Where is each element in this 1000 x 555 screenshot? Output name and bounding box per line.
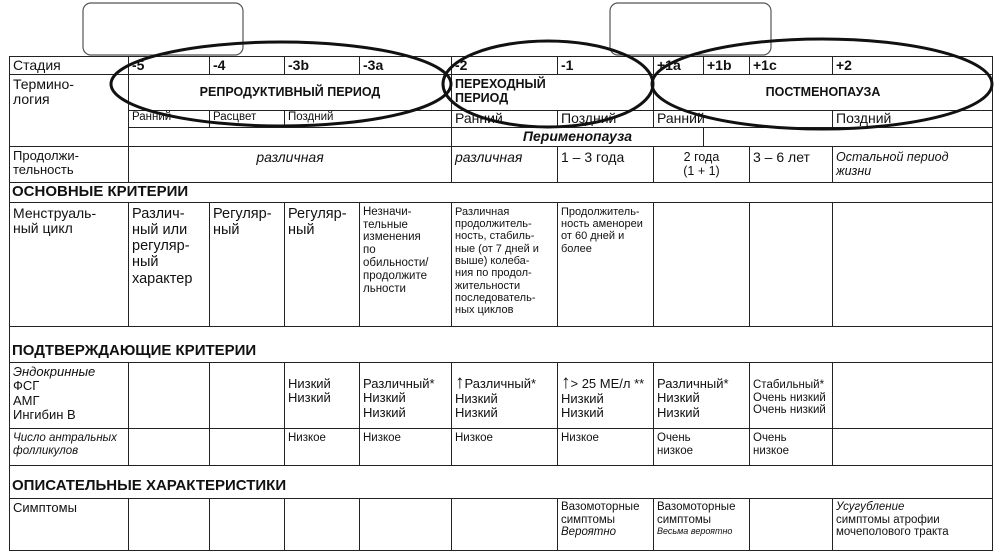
transition-period-title: ПЕРЕХОДНЫЙ ПЕРИОД	[455, 76, 546, 106]
reproductive-period-title: РЕПРОДУКТИВНЫЙ ПЕРИОД	[199, 85, 381, 100]
descriptive-characteristics-header: ОПИСАТЕЛЬНЫЕ ХАРАКТЕРИСТИКИ	[10, 465, 993, 498]
endocrine-stage-1: > 25 МЕ/л ** Низкий Низкий	[561, 375, 645, 421]
late-transition-label: Поздний	[558, 110, 654, 127]
symptoms-stage-3a	[360, 498, 452, 550]
late-reproductive-label: Поздний	[285, 110, 452, 127]
late-postmenopause-label: Поздний	[833, 110, 993, 127]
early-transition-label: Ранний	[452, 110, 558, 127]
endocrine-stage-2-cell	[452, 362, 558, 428]
symptoms-stage-3b	[285, 498, 360, 550]
endocrine-stage-2: Различный* Низкий Низкий	[455, 375, 537, 421]
menstrual-stage-plus-2	[833, 202, 993, 326]
arrow-up-icon: ↑	[455, 371, 465, 393]
endocrine-label-cell	[10, 362, 129, 428]
transition-period-cell	[452, 74, 654, 110]
menstrual-cycle-label: Менструаль- ный цикл	[10, 202, 129, 326]
endocrine-stage-4	[210, 362, 285, 428]
main-criteria-header-row	[10, 182, 993, 202]
duration-late-transition: 1 – 3 года	[558, 146, 654, 182]
menstrual-cycle-row	[10, 202, 993, 326]
endocrine-stage-1-cell	[558, 362, 654, 428]
symptoms-stage-4	[210, 498, 285, 550]
stage-row	[10, 57, 993, 75]
menstrual-stage-3b: Регуляр- ный	[285, 202, 360, 326]
perimenopause-cell	[452, 127, 704, 146]
symptoms-stage-plus-2-title: Усугубление	[836, 500, 905, 513]
menstrual-stage-1a-1b	[654, 202, 750, 326]
symptoms-stage-1c	[750, 498, 833, 550]
endocrine-stage-3a: Различный* Низкий Низкий	[360, 362, 452, 428]
symptoms-stage-1-likelihood: Вероятно	[561, 526, 617, 539]
endocrine-stage-3b: Низкий Низкий	[285, 362, 360, 428]
symptoms-stage-2	[452, 498, 558, 550]
endocrine-stage-1c: Стабильный* Очень низкий Очень низкий	[750, 362, 833, 428]
early-postmenopause-label: Ранний	[654, 110, 833, 127]
menstrual-stage-3a: Незначи- тельные изменения по обильности/ продолжите льности	[360, 202, 452, 326]
terminology-row	[10, 74, 993, 110]
perimenopause-label: Перименопауза	[522, 127, 633, 144]
stage-cell: +1c	[750, 57, 833, 75]
duration-reproductive: различная	[129, 146, 452, 182]
endocrine-label: Эндокринные	[13, 363, 96, 379]
supporting-criteria-header: ПОДТВЕРЖДАЮЩИЕ КРИТЕРИИ	[10, 326, 993, 362]
antral-follicles-label: Число антральных фолликулов	[10, 428, 129, 465]
main-criteria-header: ОСНОВНЫЕ КРИТЕРИИ	[10, 182, 993, 202]
descriptive-header-row	[10, 465, 993, 498]
symptoms-stage-1: Вазомоторные симптомы	[561, 500, 640, 526]
follicles-stage-plus-2	[833, 428, 993, 465]
follicles-stage-1a-1b: Очень низкое	[654, 428, 750, 465]
menstrual-stage-1c	[750, 202, 833, 326]
endocrine-row	[10, 362, 993, 428]
duration-early-transition: различная	[452, 146, 558, 182]
duration-early-postmenopause: 2 года (1 + 1)	[654, 146, 750, 182]
stage-cell: +1a	[654, 57, 704, 75]
postmenopause-cell	[654, 74, 993, 110]
symptoms-stage-plus-2-cell	[833, 498, 993, 550]
stage-cell: -3b	[285, 57, 360, 75]
symptoms-stage-plus-2: симптомы атрофии мочеполового тракта	[836, 513, 949, 539]
reproductive-period-cell	[129, 74, 452, 110]
duration-label: Продолжи- тельность	[10, 146, 129, 182]
follicles-stage-2: Низкое	[452, 428, 558, 465]
hormone-labels: ФСГ АМГ Ингибин В	[13, 378, 76, 423]
endocrine-stage-plus-2	[833, 362, 993, 428]
perimenopause-spacer	[129, 127, 452, 146]
menstrual-stage-1: Продолжитель- ность аменореи от 60 дней и более	[558, 202, 654, 326]
stage-cell: -2	[452, 57, 558, 75]
symptoms-label: Симптомы	[10, 498, 129, 550]
follicles-stage-4	[210, 428, 285, 465]
menstrual-stage-4: Регуляр- ный	[210, 202, 285, 326]
follicles-stage-5	[129, 428, 210, 465]
follicles-stage-3b: Низкое	[285, 428, 360, 465]
symptoms-stage-1a: Вазомоторные симптомы	[657, 500, 736, 526]
duration-stage-1c: 3 – 6 лет	[750, 146, 833, 182]
arrow-up-icon: ↑	[561, 371, 571, 393]
postmenopause-title: ПОСТМЕНОПАУЗА	[765, 85, 881, 100]
follicles-stage-3a: Низкое	[360, 428, 452, 465]
stage-cell: -1	[558, 57, 654, 75]
stage-cell: +2	[833, 57, 993, 75]
terminology-subdivision-row	[10, 110, 993, 127]
perimenopause-row	[10, 127, 993, 146]
antral-follicles-row	[10, 428, 993, 465]
symptoms-stage-5	[129, 498, 210, 550]
early-reproductive-label: Ранний	[129, 110, 210, 127]
duration-row	[10, 146, 993, 182]
follicles-stage-1: Низкое	[558, 428, 654, 465]
symptoms-stage-1a-cell	[654, 498, 750, 550]
stage-cell: -5	[129, 57, 210, 75]
follicles-stage-1c: Очень низкое	[750, 428, 833, 465]
stage-cell: -3a	[360, 57, 452, 75]
supporting-criteria-header-row	[10, 326, 993, 362]
symptoms-stage-1a-likelihood: Весьма вероятно	[657, 526, 733, 537]
postmenopause-spacer	[704, 127, 993, 146]
stage-cell: -4	[210, 57, 285, 75]
endocrine-stage-1a-1b: Различный* Низкий Низкий	[654, 362, 750, 428]
peak-reproductive-label: Расцвет	[210, 110, 285, 127]
terminology-label: Термино- логия	[10, 74, 129, 146]
endocrine-stage-5	[129, 362, 210, 428]
symptoms-row	[10, 498, 993, 550]
stage-cell: +1b	[704, 57, 750, 75]
menstrual-stage-2: Различная продолжитель- ность, стабиль- ные (от 7 дней и выше) колеба- ния по продол- жительности последователь- ных циклов	[452, 202, 558, 326]
symptoms-stage-1-cell	[558, 498, 654, 550]
stage-label: Стадия	[10, 57, 129, 75]
menstrual-stage-5: Различ- ный или регуляр- ный характер	[129, 202, 210, 326]
reproductive-aging-stages-table	[9, 56, 993, 551]
duration-late-postmenopause: Остальной период жизни	[833, 146, 993, 182]
